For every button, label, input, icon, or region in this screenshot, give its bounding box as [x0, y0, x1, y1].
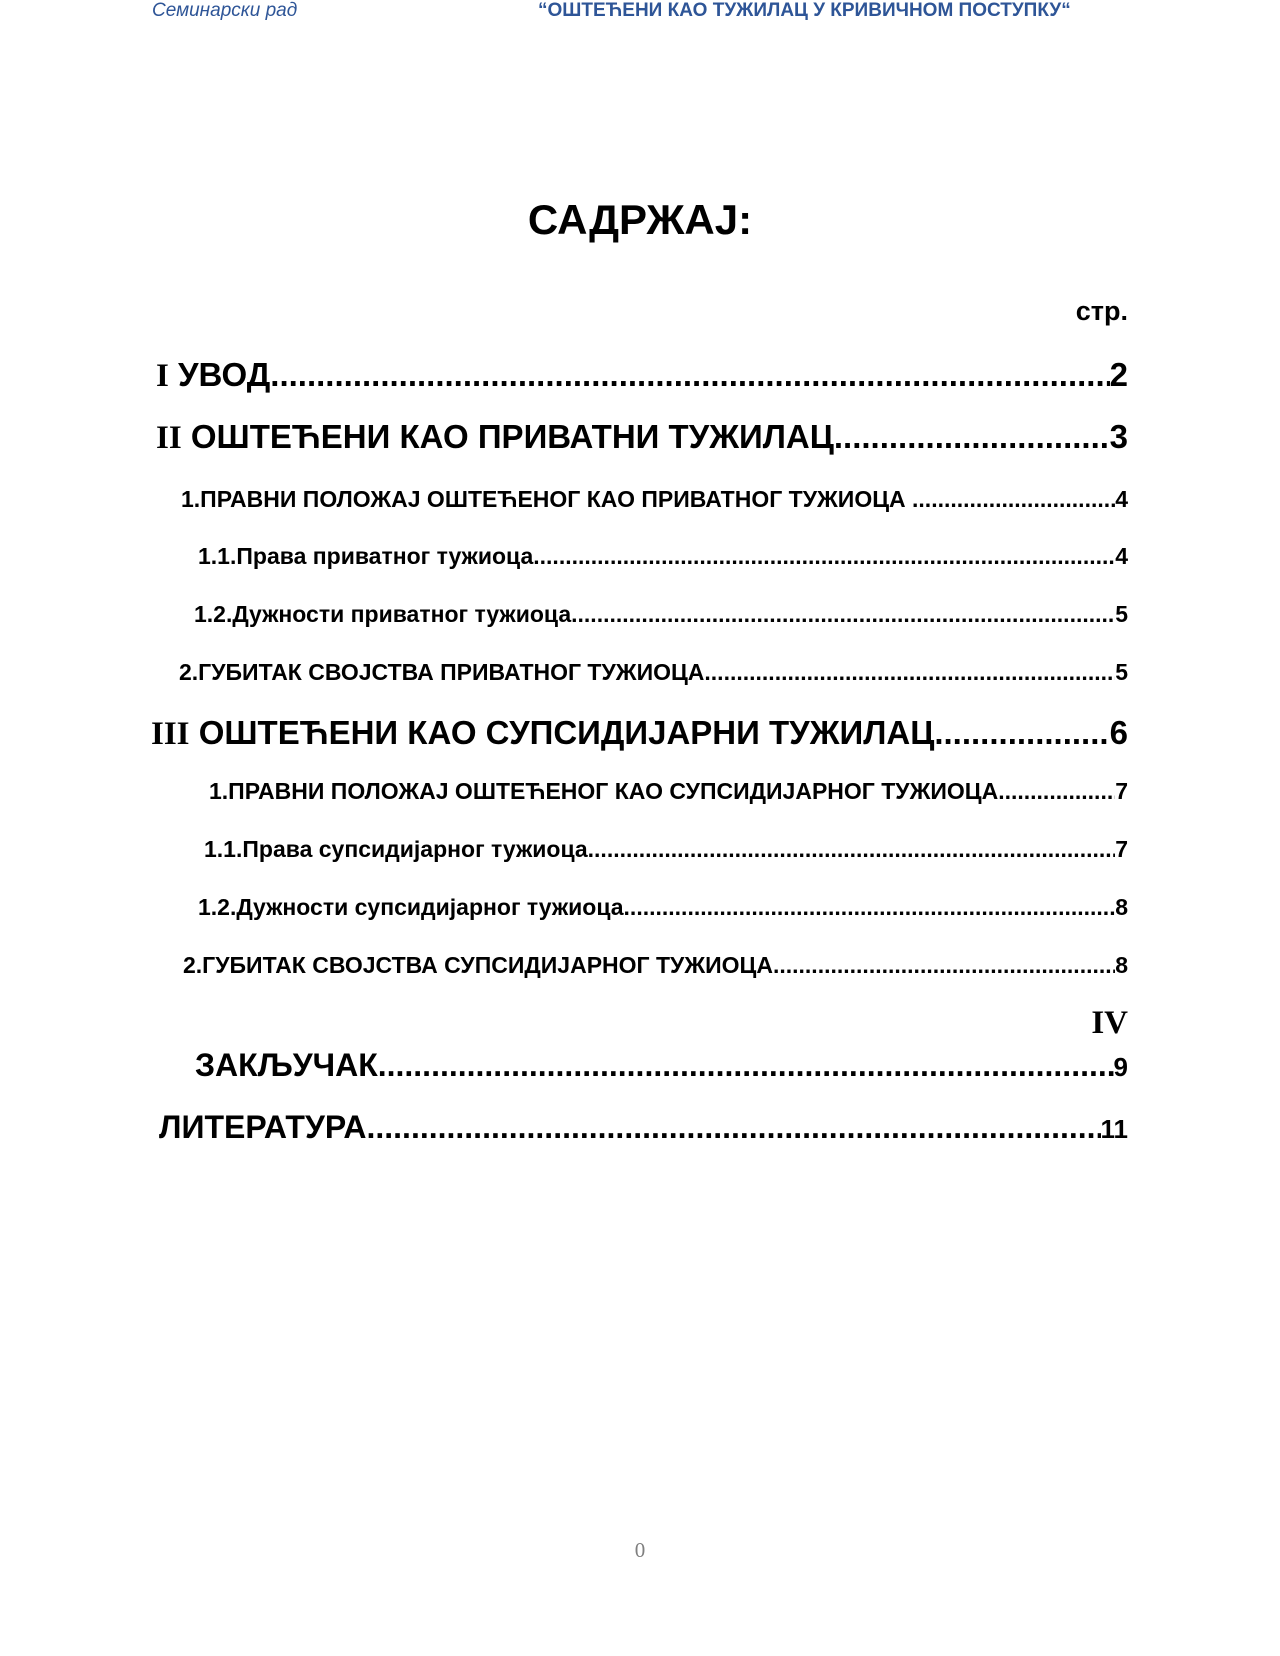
toc-entry-page: 2: [1109, 356, 1128, 393]
toc-leader: [624, 894, 1116, 921]
toc-entry-page: 11: [1100, 1114, 1128, 1144]
toc-entry-page: 8: [1115, 952, 1128, 978]
toc-entry-number: I: [156, 358, 169, 394]
toc-entry-duties-subsidiary[interactable]: [198, 894, 1128, 921]
toc-entry-text: 1.1.Права супсидијарног тужиоца: [204, 836, 588, 862]
toc-entry-text: 1.2.Дужности приватног тужиоца: [194, 601, 572, 627]
toc-entry-page: 7: [1115, 778, 1128, 804]
toc-entry-page: 6: [1109, 714, 1128, 751]
toc-entry-text: 1.1.Права приватног тужиоца: [198, 543, 534, 569]
toc-entry-loss-private[interactable]: [179, 659, 1128, 686]
toc-entry-number: III: [151, 716, 190, 752]
toc-entry-page: 5: [1115, 601, 1128, 627]
toc-entry-conclusion[interactable]: [195, 1047, 1128, 1084]
toc-leader: [270, 356, 1109, 394]
toc-leader: [704, 659, 1115, 686]
toc-entry-subsidiary-prosecutor[interactable]: [151, 714, 1128, 753]
header-left: Семинарски рад: [152, 0, 298, 21]
toc-entry-text: 2.ГУБИТАК СВОЈСТВА ПРИВАТНОГ ТУЖИОЦА: [179, 659, 705, 685]
toc-leader: [773, 952, 1115, 979]
toc-entry-page: 4: [1115, 486, 1128, 512]
toc-entry-private-prosecutor[interactable]: [156, 418, 1128, 457]
toc-leader: [571, 601, 1115, 628]
toc-entry-text: УВОД: [178, 356, 271, 393]
toc-entry-literature[interactable]: [159, 1109, 1128, 1146]
toc-entry-page: 5: [1115, 659, 1128, 685]
toc-entry-loss-subsidiary[interactable]: [183, 952, 1128, 979]
toc-leader: [378, 1047, 1114, 1084]
toc-entry-text: ЛИТЕРАТУРА: [159, 1109, 367, 1145]
page-column-label: стр.: [1075, 296, 1128, 326]
toc-entry-duties-private[interactable]: [194, 601, 1128, 628]
toc-entry-page: 8: [1115, 894, 1128, 920]
toc-entry-page: 7: [1115, 836, 1128, 862]
toc-entry-page: 3: [1109, 418, 1128, 455]
page-title: САДРЖАЈ:: [527, 196, 753, 243]
toc-entry-rights-private[interactable]: [198, 543, 1128, 570]
toc-entry-rights-subsidiary[interactable]: [204, 836, 1128, 863]
toc-leader: [998, 778, 1115, 805]
toc-leader: [366, 1109, 1100, 1146]
toc-entry-text: ОШТЕЋЕНИ КАО ПРИВАТНИ ТУЖИЛАЦ: [190, 418, 834, 455]
toc-entry-legal-position-subsidiary[interactable]: [209, 778, 1128, 805]
toc-entry-text: 2.ГУБИТАК СВОЈСТВА СУПСИДИЈАРНОГ ТУЖИОЦА: [183, 952, 773, 978]
toc-leader: [834, 418, 1110, 456]
header-right: “ОШТЕЋЕНИ КАО ТУЖИЛАЦ У КРИВИЧНОМ ПОСТУПКУ“: [538, 0, 1071, 21]
toc-entry-text: ЗАКЉУЧАК: [195, 1047, 378, 1083]
toc-entry-text: ОШТЕЋЕНИ КАО СУПСИДИЈАРНИ ТУЖИЛАЦ: [198, 714, 935, 751]
toc-entry-number: II: [156, 420, 182, 456]
toc-entry-page: 9: [1113, 1052, 1128, 1082]
toc-leader: [934, 714, 1109, 752]
toc-leader: [533, 543, 1115, 570]
toc-entry-number-conclusion: IV: [1091, 1005, 1128, 1041]
toc-leader: [588, 836, 1116, 863]
toc-entry-text: 1.ПРАВНИ ПОЛОЖАЈ ОШТЕЋЕНОГ КАО ПРИВАТНОГ ТУЖИОЦА: [181, 486, 906, 512]
toc-entry-page: 4: [1115, 543, 1128, 569]
toc-entry-text: 1.ПРАВНИ ПОЛОЖАЈ ОШТЕЋЕНОГ КАО СУПСИДИЈАРНОГ ТУЖИОЦА: [209, 778, 999, 804]
toc-entry-intro[interactable]: [156, 356, 1128, 395]
toc-entry-legal-position-private[interactable]: [181, 486, 1128, 513]
page-number: 0: [634, 1538, 646, 1562]
toc-entry-text: 1.2.Дужности супсидијарног тужиоца: [198, 894, 624, 920]
toc-leader: [912, 486, 1115, 513]
